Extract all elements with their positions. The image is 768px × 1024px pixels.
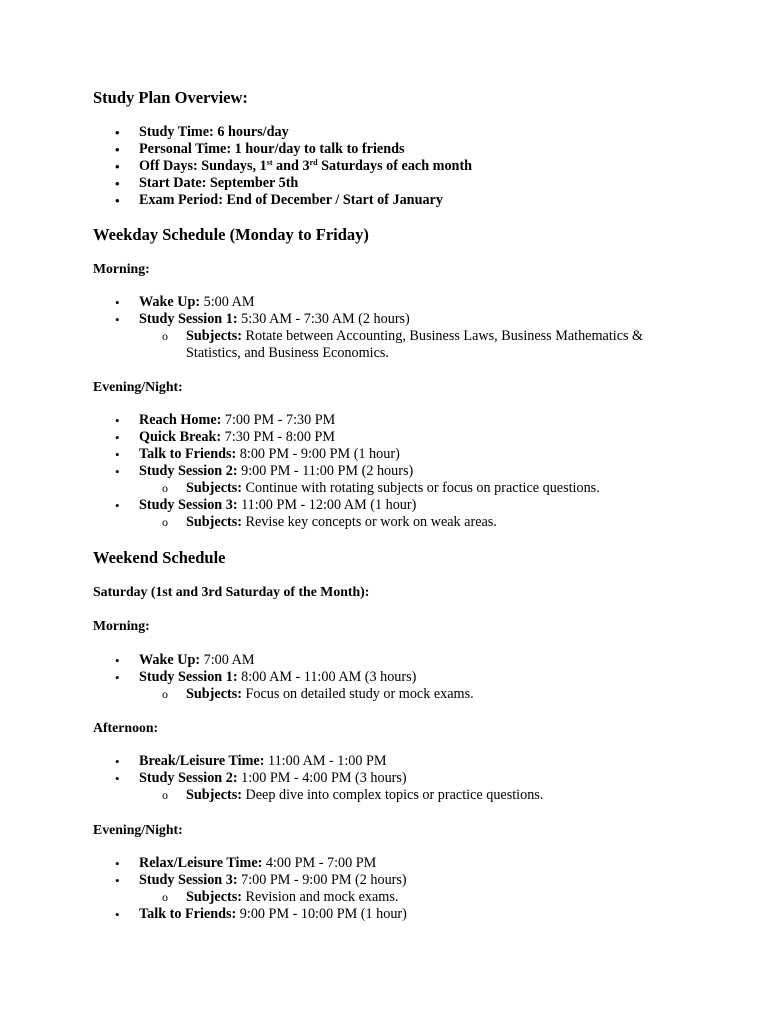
overview-item-text: Personal Time: 1 hour/day to talk to friends [139,141,405,157]
saturday-label: Saturday (1st and 3rd Saturday of the Month): [93,584,370,599]
item-label: Talk to Friends: [139,906,237,922]
weekend-session-2-subjects [162,787,686,804]
bullet-icon: • [115,159,120,174]
item-label: Subjects: [186,480,242,496]
weekend-break-leisure [115,753,387,770]
item-value: Focus on detailed study or mock exams. [241,686,474,702]
item-label: Subjects: [186,889,242,905]
item-value: 5:00 AM [200,294,255,310]
item-label: Subjects: [186,686,242,702]
bullet-icon: • [115,447,120,462]
item-value: 11:00 PM - 12:00 AM (1 hour) [237,497,417,513]
ordinal-suffix: st [266,158,273,167]
item-value: 7:30 PM - 8:00 PM [221,429,336,445]
item-value: Continue with rotating subjects or focus on practice questions. [241,480,600,496]
item-value: 5:30 AM - 7:30 AM (2 hours) [237,311,410,327]
item-label: Quick Break: [139,429,222,445]
weekday-morning-label: Morning: [93,261,150,276]
weekday-study-session-2 [115,463,414,480]
weekend-evening-label: Evening/Night: [93,822,183,837]
weekend-study-session-3 [115,872,407,889]
weekend-heading: Weekend Schedule [93,548,226,567]
item-value: Revise key concepts or work on weak areas. [241,514,497,530]
overview-item-off-days [115,158,473,175]
weekend-study-session-1 [115,669,417,686]
item-label: Wake Up: [139,294,201,310]
item-label: Subjects: [186,514,242,530]
item-label: Study Session 2: [139,770,238,786]
item-value: 8:00 PM - 9:00 PM (1 hour) [236,446,400,462]
item-value: 7:00 PM - 7:30 PM [221,412,336,428]
bullet-icon: • [115,176,120,191]
weekend-session-3-subjects [162,889,686,906]
bullet-icon: • [115,193,120,208]
bullet-icon: • [115,856,120,871]
overview-item-exam-period [115,192,443,209]
bullet-icon: • [115,498,120,513]
item-value: 8:00 AM - 11:00 AM (3 hours) [237,669,417,685]
bullet-icon: • [115,142,120,157]
weekday-talk-to-friends [115,446,400,463]
overview-heading: Study Plan Overview: [93,88,248,107]
weekend-afternoon-label: Afternoon: [93,720,159,735]
item-label: Talk to Friends: [139,446,237,462]
item-value: 7:00 AM [200,652,255,668]
sub-bullet-icon: o [162,788,168,802]
item-value: Rotate between Accounting, Business Laws, Business Mathematics & Statistics, and Business Economics. [186,328,644,361]
weekday-heading: Weekday Schedule (Monday to Friday) [93,225,369,244]
weekend-morning-label: Morning: [93,618,150,633]
bullet-icon: • [115,653,120,668]
weekday-study-session-3 [115,497,417,514]
item-value: 1:00 PM - 4:00 PM (3 hours) [237,770,407,786]
sub-bullet-icon: o [162,329,168,343]
item-label: Study Session 3: [139,872,238,888]
bullet-icon: • [115,754,120,769]
item-label: Break/Leisure Time: [139,753,265,769]
bullet-icon: • [115,907,120,922]
bullet-icon: • [115,873,120,888]
sub-bullet-icon: o [162,481,168,495]
item-label: Study Session 1: [139,311,238,327]
item-label: Study Session 1: [139,669,238,685]
overview-item-text: Exam Period: End of December / Start of January [139,192,443,208]
weekday-session-3-subjects [162,514,686,531]
sub-bullet-icon: o [162,687,168,701]
weekend-relax-leisure [115,855,377,872]
sub-bullet-icon: o [162,890,168,904]
bullet-icon: • [115,430,120,445]
item-value: 4:00 PM - 7:00 PM [262,855,377,871]
item-label: Reach Home: [139,412,222,428]
bullet-icon: • [115,464,120,479]
weekday-wake-up [115,294,255,311]
overview-item-text-c: Saturdays of each month [317,158,473,174]
item-value: 11:00 AM - 1:00 PM [264,753,387,769]
weekend-wake-up [115,652,255,669]
weekday-quick-break [115,429,336,446]
bullet-icon: • [115,312,120,327]
item-value: 7:00 PM - 9:00 PM (2 hours) [237,872,407,888]
item-value: Deep dive into complex topics or practice questions. [241,787,544,803]
overview-item-text: Study Time: 6 hours/day [139,124,289,140]
weekday-reach-home [115,412,336,429]
bullet-icon: • [115,670,120,685]
item-label: Relax/Leisure Time: [139,855,263,871]
bullet-icon: • [115,125,120,140]
weekend-session-1-subjects [162,686,686,703]
bullet-icon: • [115,413,120,428]
weekday-session-1-subjects [162,328,686,362]
weekday-session-2-subjects [162,480,686,497]
sub-bullet-icon: o [162,515,168,529]
item-label: Wake Up: [139,652,201,668]
item-value: Revision and mock exams. [241,889,399,905]
overview-item-personal-time [115,141,405,158]
item-value: 9:00 PM - 11:00 PM (2 hours) [237,463,414,479]
item-label: Subjects: [186,787,242,803]
weekend-talk-to-friends [115,906,407,923]
item-label: Subjects: [186,328,242,344]
weekend-study-session-2 [115,770,407,787]
weekday-study-session-1 [115,311,410,328]
overview-item-text-b: and 3 [272,158,310,174]
item-label: Study Session 3: [139,497,238,513]
item-label: Study Session 2: [139,463,238,479]
overview-item-start-date [115,175,299,192]
bullet-icon: • [115,771,120,786]
item-value: 9:00 PM - 10:00 PM (1 hour) [236,906,407,922]
overview-item-text-a: Off Days: Sundays, 1 [139,158,267,174]
bullet-icon: • [115,295,120,310]
overview-item-text: Start Date: September 5th [139,175,299,191]
overview-item-study-time [115,124,289,141]
ordinal-suffix: rd [309,158,318,167]
weekday-evening-label: Evening/Night: [93,379,183,394]
